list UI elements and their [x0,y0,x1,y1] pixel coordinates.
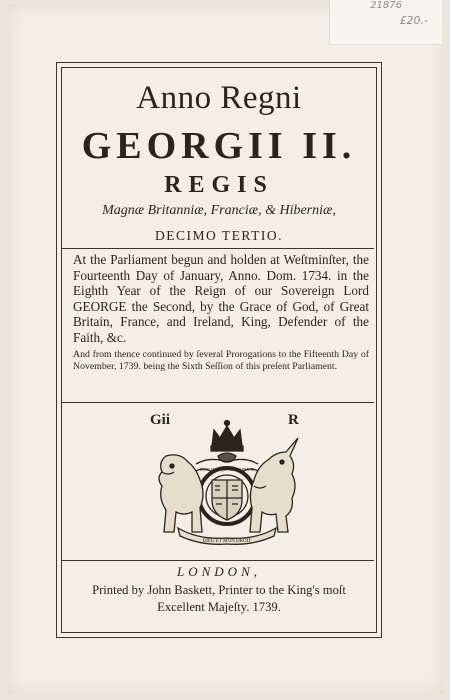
imprint-date: Excellent Majeſty. 1739. [157,600,281,614]
price-annotation: £20.- [399,14,428,27]
divider-rule [62,402,374,403]
cipher-left: Gii [150,412,171,428]
divider-rule [62,248,374,249]
garter-motto: HONI SOIT QUI MAL Y PENSE [199,467,255,472]
title-anno-regni: Anno Regni [136,80,302,116]
royal-motto: DIEU ET MON DROIT [202,539,252,544]
title-realms: Magnæ Britanniæ, Franciæ, & Hiberniæ, [102,203,336,218]
prorogation-paragraph: And from thence continued by ſeveral Prorogations to the Fifteenth Day of November, 1739. being the Sixth Seſſion of this preſent Parliament. [73,349,369,372]
title-georgii: GEORGII II. [81,125,357,167]
title-regis: REGIS [164,172,274,198]
cipher-right: R [288,412,299,428]
imprint-city: LONDON, [177,564,261,579]
imprint-printer: Printed by John Baskett, Printer to the King's moſt [92,583,346,597]
parliament-paragraph: At the Parliament begun and holden at Weſtminſter, the Fourteenth Day of January, Anno. Dom. 1734. in the Eighth Year of the Reign of our Sovereign Lord GEORGE the Second, by the Grace of God, of Great Britain, France, and Ireland, King, Defender of the Faith, &c. [73,252,369,345]
catalog-number: 21876 [370,0,402,11]
divider-rule [62,560,374,561]
title-regnal-year: DECIMO TERTIO. [155,228,283,243]
royal-coat-of-arms-icon [148,416,306,546]
